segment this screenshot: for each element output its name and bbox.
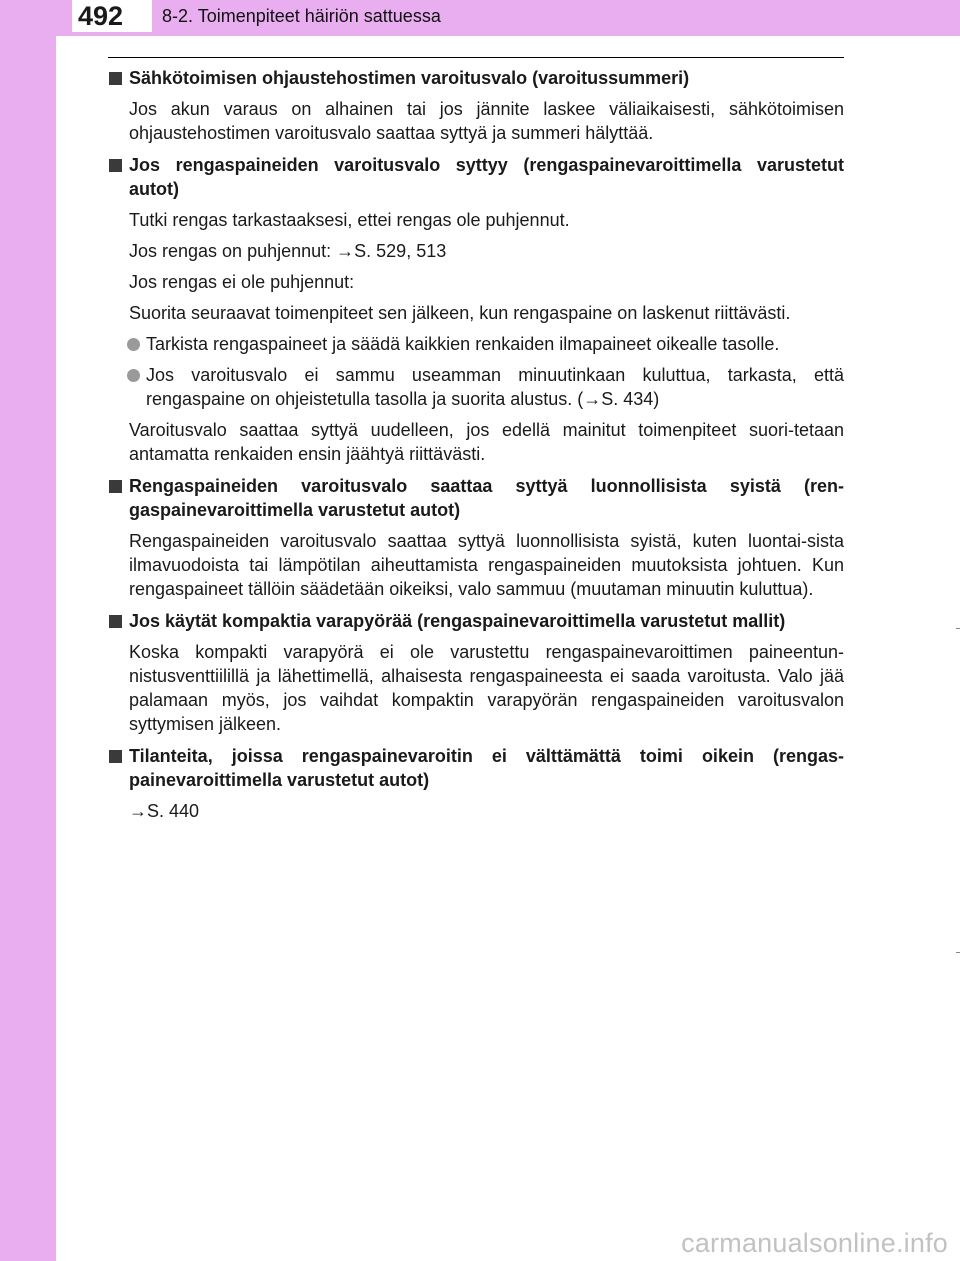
section-tire-pressure-warning xyxy=(108,153,844,466)
section-heading-text: Sähkötoimisen ohjaustehostimen varoitusvalo (varoitussummeri) xyxy=(129,68,690,88)
section-heading xyxy=(108,609,844,633)
bullet-dot-icon xyxy=(127,369,140,382)
section-heading xyxy=(108,66,844,90)
page-content xyxy=(108,66,844,831)
paragraph: Jos rengas ei ole puhjennut: xyxy=(129,272,355,292)
section-compact-spare xyxy=(108,609,844,736)
paragraph: Koska kompakti varapyörä ei ole varustettu rengaspainevaroittimen paineentun-nistusventtiilillä ja lähettimellä, alhaisesta rengaspaineesta ei saada varoitusta. Valo jää palamaan myös, jos vaihdat kompaktin varapyörän rengaspaineiden varoitusvalon syttymisen jälkeen. xyxy=(129,642,844,734)
bullet-item xyxy=(108,332,844,356)
bullet-text: Tarkista rengaspaineet ja säädä kaikkien renkaiden ilmapaineet oikealle tasolle. xyxy=(146,334,780,354)
heading-square-icon xyxy=(109,480,122,493)
paragraph: Rengaspaineiden varoitusvalo saattaa syttyä luonnollisista syistä, kuten luontai-sista ilmavuodoista tai lämpötilan aiheuttamista rengaspaineiden muutoksista johtuen. Kun rengaspaineet tällöin säädetään oikeiksi, valo sammuu (muutaman minuutin kuluttua). xyxy=(129,531,844,599)
chapter-title: 8-2. Toimenpiteet häiriön sattuessa xyxy=(162,6,441,26)
section-heading xyxy=(108,744,844,792)
heading-square-icon xyxy=(109,72,122,85)
paragraph-page-reference: Jos rengas on puhjennut: →S. 529, 513 xyxy=(129,241,447,261)
edge-tick xyxy=(956,952,960,953)
paragraph: Jos akun varaus on alhainen tai jos jännite laskee väliaikaisesti, sähkötoimisen ohjaustehostimen varoitusvalo saattaa syttyä ja summeri hälyttää. xyxy=(129,99,844,143)
paragraph: Varoitusvalo saattaa syttyä uudelleen, jos edellä mainitut toimenpiteet suori-tetaan antamatta renkaiden ensin jäähtyä riittävästi. xyxy=(129,420,844,464)
bullet-text: Jos varoitusvalo ei sammu useamman minuutinkaan kuluttua, tarkasta, että rengaspaine on ohjeistetulla tasolla ja suorita alustus. (→S. 434) xyxy=(146,365,844,409)
section-heading-text: Jos rengaspaineiden varoitusvalo syttyy (rengaspainevaroittimella varustetut autot) xyxy=(129,155,844,199)
heading-square-icon xyxy=(109,750,122,763)
edge-tick xyxy=(956,628,960,629)
section-natural-causes xyxy=(108,474,844,601)
heading-square-icon xyxy=(109,615,122,628)
section-heading-text: Jos käytät kompaktia varapyörää (rengaspainevaroittimella varustetut mallit) xyxy=(129,611,786,631)
section-heading-text: Tilanteita, joissa rengaspainevaroitin ei välttämättä toimi oikein (rengas-painevaroittimella varustetut autot) xyxy=(129,746,844,790)
paragraph-page-reference: →S. 440 xyxy=(129,801,200,821)
paragraph: Suorita seuraavat toimenpiteet sen jälkeen, kun rengaspaine on laskenut riittävästi. xyxy=(129,303,791,323)
section-heading-text: Rengaspaineiden varoitusvalo saattaa syttyä luonnollisista syistä (ren-gaspainevaroittimella varustetut autot) xyxy=(129,476,844,520)
side-color-band xyxy=(0,0,56,1261)
paragraph: Tutki rengas tarkastaaksesi, ettei rengas ole puhjennut. xyxy=(129,210,570,230)
heading-square-icon xyxy=(109,159,122,172)
page-number: 492 xyxy=(72,0,152,32)
watermark: carmanualsonline.info xyxy=(681,1228,948,1258)
section-malfunction-situations xyxy=(108,744,844,823)
header-rule xyxy=(108,57,844,58)
bullet-dot-icon xyxy=(127,338,140,351)
section-heading xyxy=(108,153,844,201)
bullet-item xyxy=(108,363,844,411)
section-heading xyxy=(108,474,844,522)
section-power-steering-warning xyxy=(108,66,844,145)
